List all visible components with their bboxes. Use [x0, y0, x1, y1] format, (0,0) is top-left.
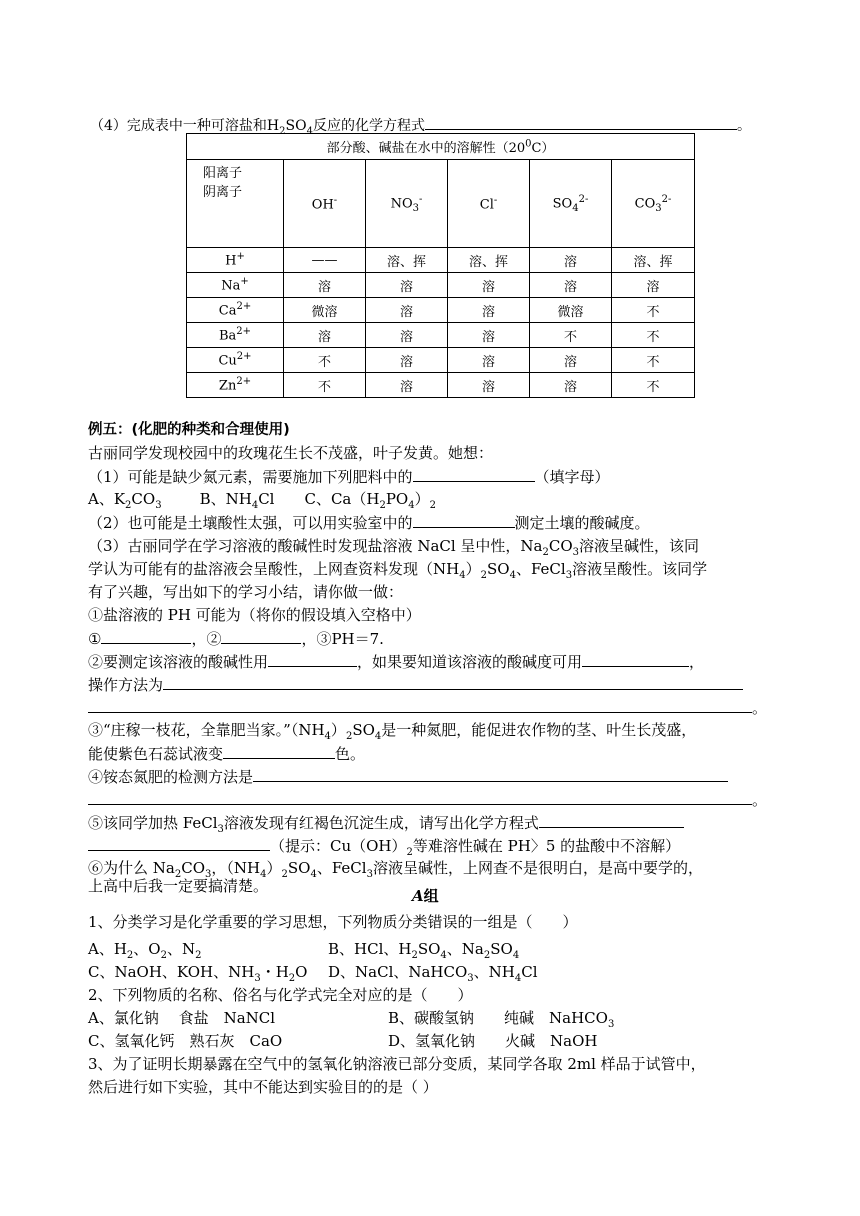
text: 溶液发现有红褐色沉淀生成，请写出化学方程式 [223, 814, 539, 832]
text: ，（NH [211, 859, 261, 877]
text: 。 [752, 791, 768, 809]
table-cell: 不 [284, 373, 366, 398]
ex5-line: 上高中后我一定要搞清楚。 [88, 877, 269, 895]
table-cell: 不 [612, 323, 695, 348]
anion-base: Cl [479, 197, 494, 213]
text: ） [414, 490, 430, 508]
sub: 4 [260, 869, 267, 880]
answer-blank[interactable] [101, 628, 191, 644]
text: ） [266, 859, 282, 877]
table-row [187, 323, 695, 348]
text: ， [689, 653, 705, 671]
sub: 4 [374, 731, 382, 742]
answer-blank[interactable] [425, 114, 737, 130]
q4-prefix: （4）完成表中一种可溶盐和H [90, 118, 280, 134]
text: 等难溶性碱在 PH〉5 的盐酸中不溶解） [412, 837, 681, 855]
text: ，③PH＝7. [301, 630, 384, 648]
ex5-line [88, 674, 743, 695]
cation-symbol: Cu [218, 353, 237, 369]
table-cell: 溶 [530, 248, 612, 273]
cation-cell [187, 248, 284, 273]
sub: 2 [429, 500, 436, 511]
cation-charge: 2+ [236, 376, 252, 388]
cation-symbol: Ca [218, 303, 237, 319]
corner-cation-label: 阳离子 [203, 166, 243, 181]
option-a: A、K [88, 490, 126, 508]
option-b[interactable]: B、HCl、$H_2SO_4$、$Na_2SO_4$ [328, 940, 520, 961]
option-a[interactable]: A、$H_2$、$O_2$、$N_2$ [88, 940, 202, 961]
table-row [187, 348, 695, 373]
option-d[interactable]: D、NaCl、NaHCO$_3$、$NH_4Cl$ [328, 963, 538, 984]
anion-charge: - [333, 194, 338, 206]
text: 操作方法为 [88, 676, 164, 694]
table-caption [187, 134, 695, 160]
sub: 2 [125, 500, 132, 511]
cation-cell [187, 323, 284, 348]
option-a[interactable]: A、氯化钠 食盐 NaNCl [88, 1009, 276, 1027]
text: ④铵态氮肥的检测方法是 [88, 768, 254, 786]
table-cell: 溶 [448, 298, 530, 323]
cation-symbol: Zn [218, 378, 237, 394]
text: 。 [752, 699, 768, 717]
group-letter: A [412, 887, 424, 905]
table-cell: 溶 [448, 323, 530, 348]
answer-blank[interactable] [413, 466, 535, 482]
cation-charge: 2+ [236, 301, 252, 313]
cation-charge: 2+ [236, 326, 252, 338]
sub: 3 [217, 824, 224, 835]
text: CO [181, 859, 205, 877]
table-cell: 微溶 [284, 298, 366, 323]
option-b[interactable]: B、碳酸氢钠 纯碱 NaHCO$_3$ [388, 1009, 615, 1030]
question-1-stem: 1、分类学习是化学重要的学习思想，下列物质分类错误的一组是（ ） [88, 913, 578, 931]
text: Cl [258, 490, 275, 508]
group-heading [412, 885, 439, 906]
answer-blank[interactable] [253, 766, 728, 782]
sub: 4 [324, 731, 331, 742]
table-cell: 溶 [284, 323, 366, 348]
q4-mid: SO [285, 118, 307, 134]
cation-cell [187, 298, 284, 323]
anion-charge: - [493, 194, 498, 206]
q4-sub: 4 [306, 125, 313, 137]
question-3-stem: 然后进行如下实验，其中不能达到实验目的的是（ ） [88, 1078, 438, 1096]
table-row [187, 273, 695, 298]
text: ⑥为什么 Na [88, 859, 175, 877]
anion-base: NO [390, 195, 413, 211]
table-cell: 不 [530, 323, 612, 348]
sub: 3 [366, 869, 373, 880]
option-c[interactable]: C、氢氧化钙 熟石灰 CaO [88, 1032, 283, 1050]
sub: 4 [509, 570, 516, 581]
answer-blank[interactable] [88, 789, 752, 805]
ex5-line [88, 628, 384, 649]
sub: 2 [406, 847, 413, 858]
anion-sub: 3 [655, 202, 662, 214]
sub: 4 [459, 570, 466, 581]
table-cell: 不 [612, 298, 695, 323]
cation-charge: 2+ [236, 351, 252, 363]
ex5-line [88, 466, 610, 487]
sub: 2 [281, 869, 288, 880]
anion-header [612, 160, 695, 248]
example5-title: 例五：(化肥的种类和合理使用) [88, 422, 290, 438]
table-cell: —— [284, 248, 366, 273]
anion-header [530, 160, 612, 248]
q4-end: 。 [736, 118, 751, 134]
table-cell: 不 [284, 348, 366, 373]
sub: 2 [480, 570, 487, 581]
table-cell: 溶 [530, 348, 612, 373]
table-cell: 溶 [612, 273, 695, 298]
text: （2）也可能是土壤酸性太强，可以用实验室中的 [88, 514, 413, 532]
text: ②要测定该溶液的酸碱性用 [88, 653, 269, 671]
table-cell: 溶 [366, 348, 448, 373]
anion-sub: 4 [572, 202, 579, 214]
text: 溶液呈碱性，该同 [579, 537, 700, 555]
sub: 4 [408, 500, 415, 511]
text: （填字母） [534, 468, 610, 486]
text: （提示：Cu（OH） [270, 837, 407, 855]
answer-blank[interactable] [221, 628, 301, 644]
anion-base: OH [311, 197, 334, 213]
table-cell: 溶 [284, 273, 366, 298]
ex5-line [88, 766, 728, 787]
q4-suffix: 反应的化学方程式 [312, 118, 425, 134]
anion-header [284, 160, 366, 248]
table-row [187, 298, 695, 323]
text: CO [131, 490, 156, 508]
anion-header [366, 160, 448, 248]
sub: 2 [345, 731, 353, 742]
table-cell: 溶 [448, 273, 530, 298]
table-row [187, 373, 695, 398]
table-cell: 溶 [530, 373, 612, 398]
caption-sup: 0 [525, 138, 532, 150]
text: PO [385, 490, 409, 508]
cation-cell [187, 348, 284, 373]
table-cell: 溶 [366, 373, 448, 398]
text: ） [330, 721, 346, 739]
text: CO [548, 537, 573, 555]
answer-blank[interactable] [582, 651, 689, 667]
text: 是一种氮肥，能促进农作物的茎、叶生长茂盛， [381, 721, 697, 739]
table-cell: 不 [612, 348, 695, 373]
sub: 3 [565, 570, 573, 581]
ex5-line: 古丽同学发现校园中的玫瑰花生长不茂盛，叶子发黄。她想： [88, 444, 494, 462]
table-cell: 不 [612, 373, 695, 398]
question-2-stem: 2、下列物质的名称、俗名与化学式完全对应的是（ ） [88, 986, 473, 1004]
text: 测定土壤的酸碱度。 [514, 514, 650, 532]
sub: 3 [155, 500, 162, 511]
answer-blank[interactable] [413, 512, 515, 528]
anion-base: CO [634, 195, 656, 211]
table-cell: 溶、挥 [448, 248, 530, 273]
anion-charge: 2- [661, 193, 672, 205]
text: ① [88, 630, 102, 648]
q4-sub: 2 [279, 125, 286, 137]
ex5-line [88, 697, 767, 718]
table-cell: 溶 [530, 273, 612, 298]
ex5-line [88, 743, 365, 764]
answer-blank[interactable] [223, 743, 335, 759]
text: 溶液呈酸性。该同学 [572, 560, 708, 578]
table-cell: 溶 [366, 273, 448, 298]
caption-text: C） [531, 141, 555, 156]
text: SO [352, 721, 375, 739]
text: 能使紫色石蕊试液变 [88, 745, 224, 763]
solubility-table [186, 133, 695, 398]
ex5-line [88, 512, 650, 533]
text: ，如果要知道该溶液的酸碱度可用 [357, 653, 583, 671]
answer-blank[interactable] [88, 835, 270, 851]
sub: 2 [542, 547, 549, 558]
group-word: 组 [423, 887, 439, 905]
text: SO [486, 560, 510, 578]
sub: 2 [174, 869, 182, 880]
table-cell: 溶 [448, 373, 530, 398]
cation-symbol: Ba [218, 328, 237, 344]
table-cell: 溶、挥 [366, 248, 448, 273]
text: ③“庄稼一枝花，全靠肥当家。”（NH [88, 721, 325, 739]
text: 学认为可能有的盐溶液会呈酸性，上网查资料发现（NH [88, 560, 460, 578]
cation-cell [187, 273, 284, 298]
table-cell: 溶、挥 [612, 248, 695, 273]
anion-sub: 3 [412, 202, 420, 214]
text: ） [465, 560, 481, 578]
question-3-stem: 3、为了证明长期暴露在空气中的氢氧化钠溶液已部分变质，某同学各取 2ml 样品于试管中， [88, 1055, 706, 1073]
table-cell: 微溶 [530, 298, 612, 323]
sub: 4 [310, 869, 317, 880]
cation-charge: + [236, 251, 245, 263]
sub: 2 [379, 500, 386, 511]
text: SO [287, 859, 311, 877]
cation-symbol: Na [221, 278, 241, 294]
text: ⑤该同学加热 FeCl [88, 814, 218, 832]
ex5-line: 有了兴趣，写出如下的学习小结，请你做一做： [88, 583, 404, 601]
ex5-line [88, 651, 704, 672]
cation-cell [187, 373, 284, 398]
option-c[interactable]: C、NaOH、KOH、$NH_3$・$H_2O$ [88, 963, 308, 984]
anion-charge: 2- [578, 193, 589, 205]
text: （1）可能是缺少氮元素，需要施加下列肥料中的 [88, 468, 413, 486]
answer-blank[interactable] [539, 812, 684, 828]
answer-blank[interactable] [88, 697, 752, 713]
question-2-options [88, 1031, 597, 1051]
anion-header [448, 160, 530, 248]
sub: 4 [251, 500, 259, 511]
sub: 3 [205, 869, 212, 880]
text: ，② [191, 630, 222, 648]
table-cell: 溶 [448, 348, 530, 373]
table-row [187, 248, 695, 273]
table-cell: 溶 [366, 298, 448, 323]
cation-charge: + [240, 276, 249, 288]
text: （3）古丽同学在学习溶液的酸碱性时发现盐溶液 NaCl 呈中性，Na [88, 537, 543, 555]
text: 溶液呈碱性，上网查不是很明白，是高中要学的， [372, 859, 703, 877]
caption-text: 部分酸、碱盐在水中的溶解性（20 [326, 141, 526, 156]
option-c: C、Ca（H [304, 490, 380, 508]
text: 、FeCl [316, 859, 367, 877]
cation-symbol: H [225, 253, 237, 269]
ex5-line: ①盐溶液的 PH 可能为（将你的假设填入空格中） [88, 606, 421, 624]
ex5-line [88, 789, 767, 810]
text: 色。 [335, 745, 366, 763]
text: 、FeCl [515, 560, 566, 578]
corner-anion-label: 阴离子 [203, 185, 243, 200]
anion-base: SO [552, 195, 573, 211]
option-d[interactable]: D、氢氧化钠 火碱 NaOH [388, 1032, 598, 1050]
answer-blank[interactable] [163, 674, 743, 690]
anion-charge: - [419, 193, 423, 205]
sub: 3 [572, 547, 580, 558]
option-b: B、NH [199, 490, 252, 508]
table-cell: 溶 [366, 323, 448, 348]
table-corner-cell [187, 160, 284, 248]
answer-blank[interactable] [268, 651, 357, 667]
